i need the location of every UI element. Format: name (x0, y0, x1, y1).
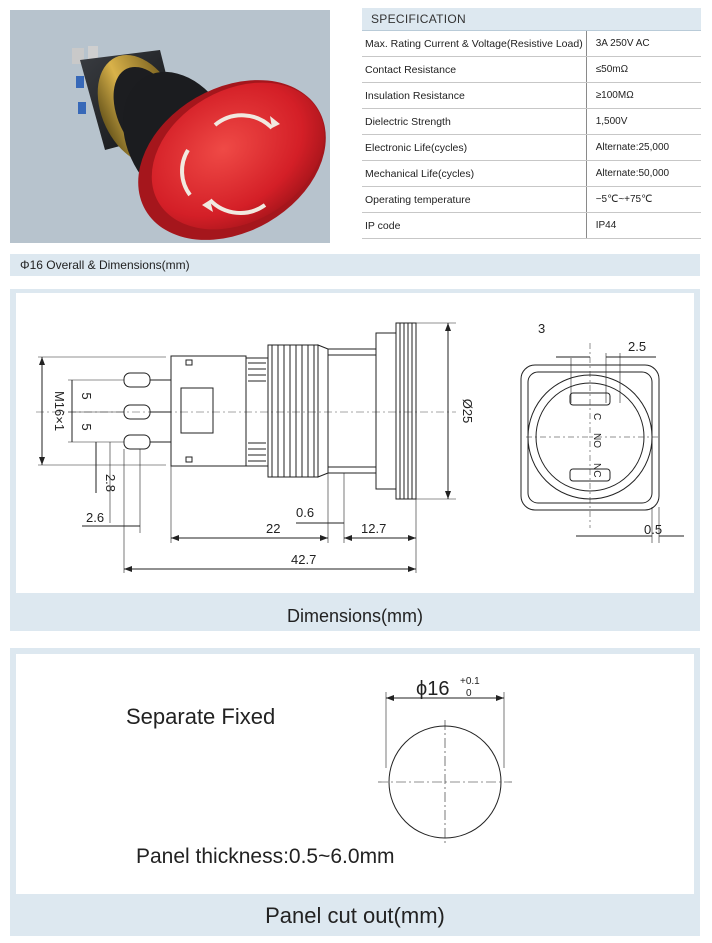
cutout-diameter-label: ϕ16 (416, 678, 450, 700)
head-length-label: 12.7 (361, 521, 387, 536)
emergency-stop-button-image (10, 10, 330, 243)
panel-cutout-caption: Panel cut out(mm) (265, 903, 445, 928)
spec-label: Insulation Resistance (362, 83, 586, 109)
pin-height-label: 2.8 (103, 473, 118, 493)
mount-type-label: Separate Fixed (126, 704, 276, 729)
spec-label: Electronic Life(cycles) (362, 135, 586, 161)
contact-no-label: NO (591, 433, 602, 448)
flange-label: 0.6 (296, 505, 315, 520)
spec-value: ≤50mΩ (586, 57, 701, 83)
contact-c-label: C (591, 413, 602, 421)
thread-label: M16×1 (52, 390, 67, 432)
spec-label: IP code (362, 213, 586, 239)
spec-label: Max. Rating Current & Voltage(Resistive Load) (362, 31, 586, 57)
spec-row (362, 83, 701, 109)
top-3-label: 3 (538, 321, 546, 336)
top-2-5-label: 2.5 (628, 339, 647, 354)
tolerance-upper-label: +0.1 (460, 676, 480, 687)
spec-value: IP44 (586, 213, 701, 239)
spec-row (362, 213, 701, 239)
spec-value: ≥100MΩ (586, 83, 701, 109)
panel-thickness-label: Panel thickness:0.5~6.0mm (136, 845, 395, 868)
spec-row (362, 187, 701, 213)
spec-value: Alternate:25,000 (586, 135, 701, 161)
spec-value: 3A 250V AC (586, 31, 701, 57)
total-length-label: 42.7 (291, 552, 317, 567)
pin-width-label: 2.6 (86, 510, 105, 525)
section-title-bar (10, 254, 700, 276)
specification-table (362, 8, 701, 239)
spec-row (362, 31, 701, 57)
dimensions-drawing-area (16, 293, 694, 593)
spec-row (362, 161, 701, 187)
spec-label: Dielectric Strength (362, 109, 586, 135)
pin-pitch-1-label: 5 (79, 392, 94, 400)
spec-value: Alternate:50,000 (586, 161, 701, 187)
cutout-drawing (376, 668, 516, 848)
spec-label: Mechanical Life(cycles) (362, 161, 586, 187)
spec-row (362, 57, 701, 83)
spec-label: Operating temperature (362, 187, 586, 213)
head-diameter-label: Ø25 (460, 398, 475, 424)
pin-pitch-2-label: 5 (79, 423, 94, 431)
spec-value: 1,500V (586, 109, 701, 135)
spec-value: −5℃~+75℃ (586, 187, 701, 213)
body-length-label: 22 (266, 521, 281, 536)
bottom-0-5-label: 0.5 (644, 522, 663, 537)
contact-nc-label: NC (591, 463, 602, 478)
panel-cutout-area (16, 654, 694, 894)
spec-rows (362, 31, 701, 239)
dimensions-caption: Dimensions(mm) (286, 606, 423, 626)
tolerance-lower-label: 0 (466, 688, 472, 699)
spec-row (362, 109, 701, 135)
spec-label: Contact Resistance (362, 57, 586, 83)
dimensions-drawing (16, 293, 694, 593)
specification-title: SPECIFICATION (362, 8, 701, 31)
product-photo (10, 10, 330, 243)
spec-row (362, 135, 701, 161)
section-title: Φ16 Overall & Dimensions(mm) (20, 258, 190, 272)
panel-cutout-panel (10, 648, 700, 936)
dimensions-panel (10, 289, 700, 631)
